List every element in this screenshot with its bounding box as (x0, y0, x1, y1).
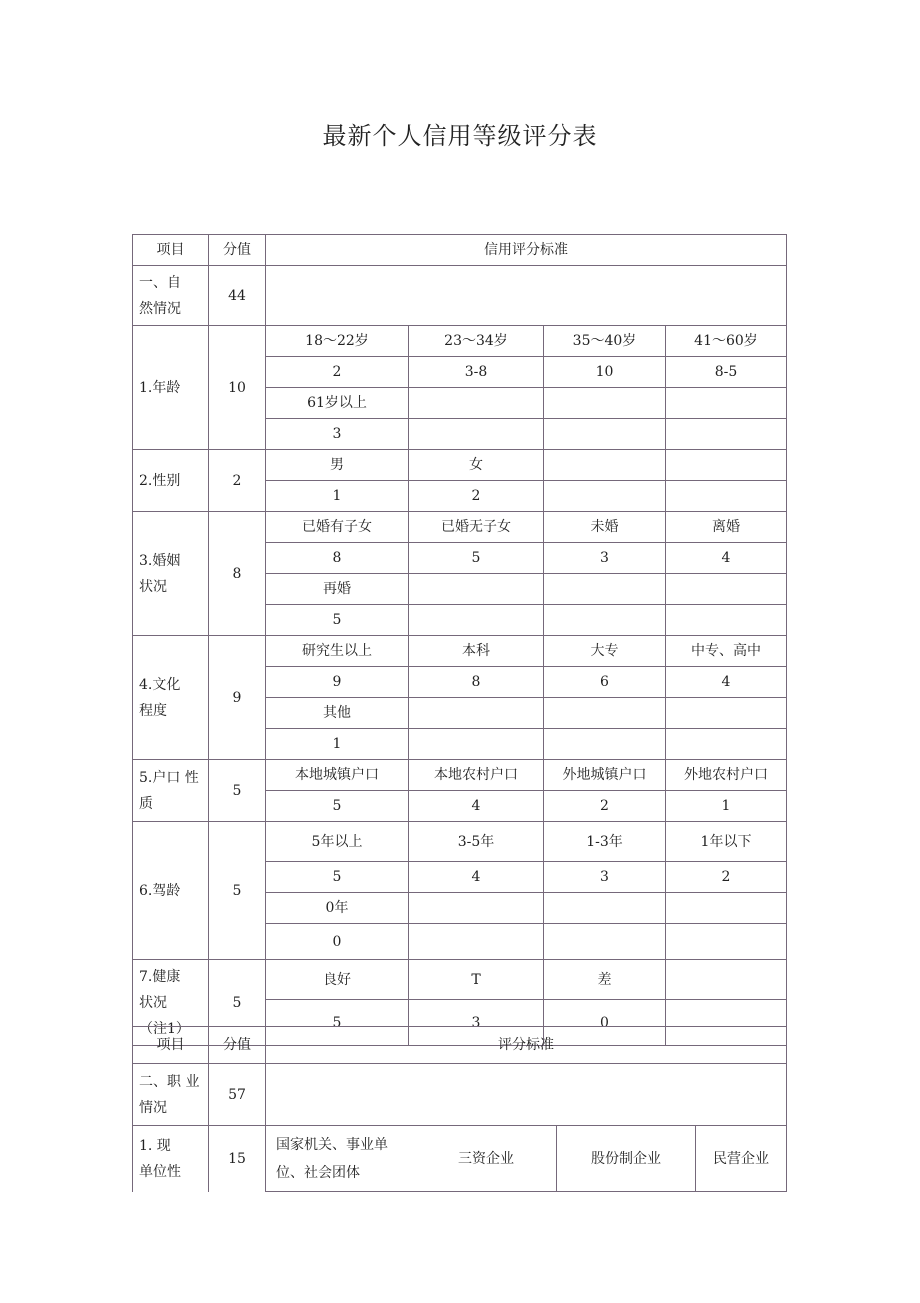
criteria-points: 9 (266, 667, 409, 698)
criteria-points: 3 (544, 543, 666, 574)
credit-score-table (132, 234, 787, 1046)
header-score: 分值 (209, 235, 266, 266)
criteria-row (133, 636, 787, 667)
section-score: 9 (209, 636, 266, 760)
section-label: 2.性别 (133, 450, 209, 512)
empty-cell (409, 388, 544, 419)
empty-cell (544, 450, 666, 481)
section-score: 5 (209, 822, 266, 960)
criteria-points: 4 (666, 543, 787, 574)
unit-option-private: 民营企业 (696, 1126, 787, 1192)
criteria-points: 1 (666, 791, 787, 822)
criteria-points: 6 (544, 667, 666, 698)
section-label: 1.年龄 (133, 326, 209, 450)
empty-cell (409, 893, 544, 924)
empty-cell (409, 419, 544, 450)
section-label: 4.文化 程度 (133, 636, 209, 760)
criteria-option: 差 (544, 960, 666, 1000)
criteria-points: 5 (266, 1000, 409, 1046)
criteria-option: 本科 (409, 636, 544, 667)
section-label: 3.婚姻 状况 (133, 512, 209, 636)
criteria-option: 18～22岁 (266, 326, 409, 357)
criteria-points: 0 (544, 1000, 666, 1046)
section-natural-row (133, 266, 787, 326)
criteria-option: 大专 (544, 636, 666, 667)
empty-cell (666, 960, 787, 1000)
criteria-option: 35～40岁 (544, 326, 666, 357)
page-title: 最新个人信用等级评分表 (322, 122, 598, 150)
empty-cell (666, 924, 787, 960)
section-career-score: 57 (209, 1064, 266, 1126)
empty-cell (666, 698, 787, 729)
unit-option-government: 国家机关、事业单 位、社会团体 (276, 1136, 388, 1181)
empty-cell (666, 481, 787, 512)
header2-score: 分值 (209, 1027, 266, 1064)
criteria-points: 3 (266, 419, 409, 450)
empty-cell (666, 605, 787, 636)
empty-cell (666, 388, 787, 419)
criteria-points: 2 (666, 862, 787, 893)
header2-criteria: 评分标准 (266, 1027, 787, 1064)
criteria-option: 已婚无子女 (409, 512, 544, 543)
empty-cell (666, 450, 787, 481)
empty-cell (544, 388, 666, 419)
section-label: 5.户口 性 质 (133, 760, 209, 822)
criteria-points: 2 (409, 481, 544, 512)
criteria-option: 外地农村户口 (666, 760, 787, 791)
empty-cell (544, 574, 666, 605)
criteria-option: 其他 (266, 698, 409, 729)
criteria-points: 1 (266, 729, 409, 760)
empty-cell (266, 1064, 787, 1126)
criteria-points: 1 (266, 481, 409, 512)
criteria-points: 5 (266, 791, 409, 822)
section-score: 8 (209, 512, 266, 636)
header-criteria: 信用评分标准 (266, 235, 787, 266)
criteria-points: 8 (266, 543, 409, 574)
criteria-points: 2 (544, 791, 666, 822)
criteria-option: 3-5年 (409, 822, 544, 862)
criteria-points: 3 (544, 862, 666, 893)
empty-cell (409, 605, 544, 636)
empty-cell (544, 419, 666, 450)
section-score: 5 (209, 960, 266, 1046)
unit-option-foreign: 三资企业 (458, 1150, 514, 1167)
unit-type-label: 1. 现 单位性 (133, 1126, 209, 1192)
empty-cell (544, 893, 666, 924)
criteria-points: 2 (266, 357, 409, 388)
criteria-points: 5 (409, 543, 544, 574)
criteria-points: 8-5 (666, 357, 787, 388)
header-row (133, 235, 787, 266)
empty-cell (544, 605, 666, 636)
section-score: 10 (209, 326, 266, 450)
section-natural-score: 44 (209, 266, 266, 326)
empty-cell (544, 729, 666, 760)
criteria-option: 23～34岁 (409, 326, 544, 357)
criteria-option: T (409, 960, 544, 1000)
section-career-row (133, 1064, 787, 1126)
unit-option-cell (266, 1126, 557, 1192)
criteria-points: 5 (266, 862, 409, 893)
empty-cell (666, 574, 787, 605)
empty-cell (409, 574, 544, 605)
criteria-row (133, 760, 787, 791)
header-item: 项目 (133, 235, 209, 266)
section-score: 5 (209, 760, 266, 822)
criteria-option: 已婚有子女 (266, 512, 409, 543)
empty-cell (409, 729, 544, 760)
criteria-row (133, 450, 787, 481)
criteria-points: 3-8 (409, 357, 544, 388)
criteria-option: 61岁以上 (266, 388, 409, 419)
unit-option-wrap (266, 1131, 556, 1187)
criteria-option: 0年 (266, 893, 409, 924)
criteria-points: 0 (266, 924, 409, 960)
criteria-points: 5 (266, 605, 409, 636)
criteria-row (133, 326, 787, 357)
criteria-option: 研究生以上 (266, 636, 409, 667)
career-table (132, 1026, 787, 1192)
header-row-2 (133, 1027, 787, 1064)
unit-type-row (133, 1126, 787, 1192)
criteria-option: 本地城镇户口 (266, 760, 409, 791)
criteria-option: 再婚 (266, 574, 409, 605)
criteria-option: 外地城镇户口 (544, 760, 666, 791)
criteria-row (133, 960, 787, 1000)
criteria-option: 未婚 (544, 512, 666, 543)
section-natural-label: 一、自 然情况 (133, 266, 209, 326)
criteria-option: 本地农村户口 (409, 760, 544, 791)
section-label: 7.健康 状况 （注1） (133, 960, 209, 1046)
unit-option-joint-stock: 股份制企业 (557, 1126, 696, 1192)
empty-cell (666, 729, 787, 760)
criteria-points: 4 (409, 791, 544, 822)
unit-type-score: 15 (209, 1126, 266, 1192)
criteria-option: 离婚 (666, 512, 787, 543)
criteria-points: 8 (409, 667, 544, 698)
criteria-row (133, 512, 787, 543)
criteria-option: 女 (409, 450, 544, 481)
criteria-option: 5年以上 (266, 822, 409, 862)
criteria-option: 男 (266, 450, 409, 481)
empty-cell (544, 481, 666, 512)
criteria-points: 4 (666, 667, 787, 698)
criteria-points: 3 (409, 1000, 544, 1046)
criteria-option: 1年以下 (666, 822, 787, 862)
criteria-points: 4 (409, 862, 544, 893)
empty-cell (409, 924, 544, 960)
empty-cell (544, 698, 666, 729)
header2-item: 项目 (133, 1027, 209, 1064)
empty-cell (544, 924, 666, 960)
empty-cell (266, 266, 787, 326)
section-score: 2 (209, 450, 266, 512)
criteria-option: 中专、高中 (666, 636, 787, 667)
empty-cell (666, 893, 787, 924)
section-career-label: 二、职 业 情况 (133, 1064, 209, 1126)
criteria-points: 10 (544, 357, 666, 388)
empty-cell (409, 698, 544, 729)
section-label: 6.驾龄 (133, 822, 209, 960)
criteria-option: 41～60岁 (666, 326, 787, 357)
criteria-option: 良好 (266, 960, 409, 1000)
criteria-option: 1-3年 (544, 822, 666, 862)
criteria-row (133, 822, 787, 862)
empty-cell (666, 419, 787, 450)
